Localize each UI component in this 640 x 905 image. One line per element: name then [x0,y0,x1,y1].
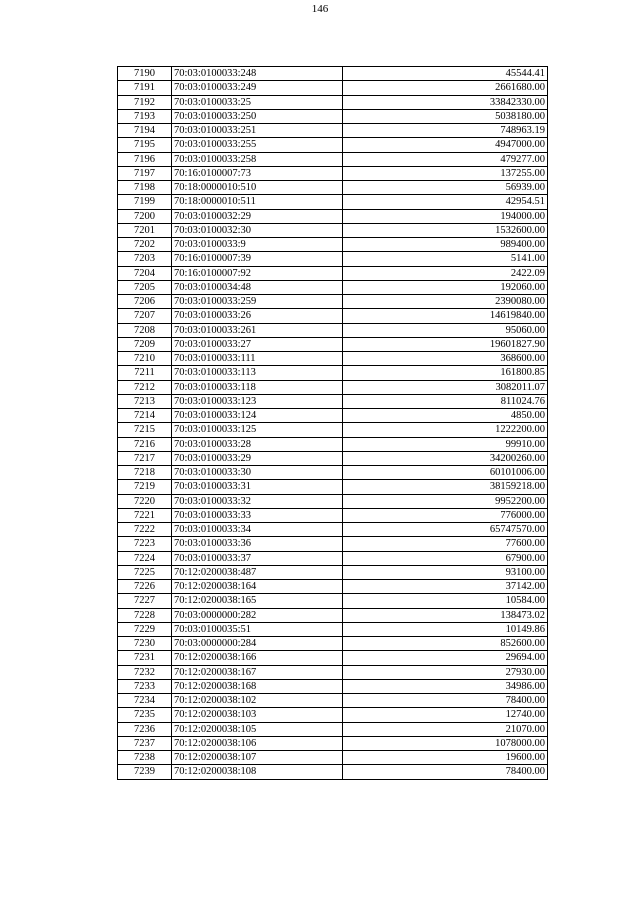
cadastral-value-cell: 37142.00 [343,580,548,594]
table-row [118,409,548,423]
cadastral-number-cell: 70:12:0200038:165 [172,594,343,608]
cadastral-value-cell: 77600.00 [343,537,548,551]
cadastral-value-cell: 95060.00 [343,323,548,337]
table-row [118,223,548,237]
row-number-cell: 7238 [118,751,172,765]
table-row [118,380,548,394]
table-row [118,736,548,750]
row-number-cell: 7198 [118,181,172,195]
cadastral-number-cell: 70:12:0200038:487 [172,565,343,579]
table-row [118,523,548,537]
table-row [118,494,548,508]
cadastral-value-cell: 138473.02 [343,608,548,622]
row-number-cell: 7232 [118,665,172,679]
row-number-cell: 7211 [118,366,172,380]
page-number: 146 [311,3,329,15]
cadastral-value-cell: 1222200.00 [343,423,548,437]
cadastral-value-cell: 137255.00 [343,166,548,180]
table-row [118,95,548,109]
cadastral-number-cell: 70:12:0200038:167 [172,665,343,679]
row-number-cell: 7221 [118,508,172,522]
cadastral-value-cell: 19601827.90 [343,337,548,351]
table-row [118,352,548,366]
cadastral-value-cell: 4947000.00 [343,138,548,152]
row-number-cell: 7207 [118,309,172,323]
row-number-cell: 7201 [118,223,172,237]
row-number-cell: 7233 [118,679,172,693]
cadastral-number-cell: 70:03:0100033:125 [172,423,343,437]
cadastral-number-cell: 70:03:0100033:37 [172,551,343,565]
table-row [118,565,548,579]
row-number-cell: 7229 [118,622,172,636]
cadastral-value-cell: 852600.00 [343,637,548,651]
cadastral-number-cell: 70:03:0100033:250 [172,109,343,123]
cadastral-value-cell: 93100.00 [343,565,548,579]
cadastral-value-cell: 34986.00 [343,679,548,693]
row-number-cell: 7216 [118,437,172,451]
row-number-cell: 7197 [118,166,172,180]
table-row [118,580,548,594]
cadastral-number-cell: 70:16:0100007:73 [172,166,343,180]
cadastral-value-table [117,66,548,780]
cadastral-value-cell: 194000.00 [343,209,548,223]
cadastral-number-cell: 70:03:0100033:251 [172,124,343,138]
cadastral-number-cell: 70:03:0100033:33 [172,508,343,522]
cadastral-number-cell: 70:03:0100033:118 [172,380,343,394]
row-number-cell: 7213 [118,394,172,408]
cadastral-value-cell: 27930.00 [343,665,548,679]
cadastral-number-cell: 70:03:0100032:29 [172,209,343,223]
row-number-cell: 7210 [118,352,172,366]
cadastral-number-cell: 70:03:0100033:28 [172,437,343,451]
table-row [118,81,548,95]
table-row [118,152,548,166]
row-number-cell: 7224 [118,551,172,565]
cadastral-value-cell: 748963.19 [343,124,548,138]
cadastral-number-cell: 70:12:0200038:105 [172,722,343,736]
cadastral-number-cell: 70:16:0100007:39 [172,252,343,266]
table-row [118,437,548,451]
row-number-cell: 7220 [118,494,172,508]
table-row [118,67,548,81]
cadastral-number-cell: 70:03:0100033:26 [172,309,343,323]
cadastral-value-cell: 99910.00 [343,437,548,451]
table-row [118,138,548,152]
table-row [118,366,548,380]
table-row [118,295,548,309]
table-body [118,67,548,780]
table-row [118,323,548,337]
row-number-cell: 7215 [118,423,172,437]
cadastral-number-cell: 70:12:0200038:102 [172,694,343,708]
cadastral-value-cell: 776000.00 [343,508,548,522]
table-row [118,195,548,209]
cadastral-number-cell: 70:03:0100033:36 [172,537,343,551]
row-number-cell: 7231 [118,651,172,665]
row-number-cell: 7194 [118,124,172,138]
row-number-cell: 7209 [118,337,172,351]
cadastral-number-cell: 70:12:0200038:103 [172,708,343,722]
row-number-cell: 7235 [118,708,172,722]
cadastral-value-cell: 4850.00 [343,409,548,423]
cadastral-value-cell: 38159218.00 [343,480,548,494]
row-number-cell: 7205 [118,280,172,294]
cadastral-value-cell: 1078000.00 [343,736,548,750]
table-row [118,751,548,765]
cadastral-number-cell: 70:03:0100033:32 [172,494,343,508]
row-number-cell: 7196 [118,152,172,166]
cadastral-number-cell: 70:03:0100033:27 [172,337,343,351]
cadastral-value-cell: 368600.00 [343,352,548,366]
cadastral-value-cell: 29694.00 [343,651,548,665]
cadastral-value-cell: 12740.00 [343,708,548,722]
row-number-cell: 7192 [118,95,172,109]
cadastral-value-cell: 67900.00 [343,551,548,565]
table-row [118,238,548,252]
table-row [118,637,548,651]
table-row [118,181,548,195]
cadastral-number-cell: 70:03:0100033:113 [172,366,343,380]
cadastral-number-cell: 70:03:0100033:124 [172,409,343,423]
cadastral-value-cell: 33842330.00 [343,95,548,109]
row-number-cell: 7212 [118,380,172,394]
row-number-cell: 7204 [118,266,172,280]
cadastral-value-cell: 60101006.00 [343,466,548,480]
cadastral-number-cell: 70:03:0100033:111 [172,352,343,366]
table-row [118,337,548,351]
table-row [118,594,548,608]
cadastral-number-cell: 70:12:0200038:108 [172,765,343,779]
row-number-cell: 7199 [118,195,172,209]
row-number-cell: 7217 [118,451,172,465]
row-number-cell: 7226 [118,580,172,594]
row-number-cell: 7227 [118,594,172,608]
cadastral-value-cell: 45544.41 [343,67,548,81]
cadastral-number-cell: 70:03:0100033:25 [172,95,343,109]
cadastral-number-cell: 70:03:0000000:282 [172,608,343,622]
cadastral-number-cell: 70:03:0100034:48 [172,280,343,294]
row-number-cell: 7191 [118,81,172,95]
cadastral-number-cell: 70:12:0200038:107 [172,751,343,765]
cadastral-value-cell: 3082011.07 [343,380,548,394]
table-row [118,124,548,138]
table-row [118,694,548,708]
row-number-cell: 7230 [118,637,172,651]
cadastral-value-cell: 811024.76 [343,394,548,408]
cadastral-number-cell: 70:03:0100033:31 [172,480,343,494]
table-row [118,466,548,480]
row-number-cell: 7239 [118,765,172,779]
cadastral-number-cell: 70:18:0000010:510 [172,181,343,195]
cadastral-value-cell: 989400.00 [343,238,548,252]
row-number-cell: 7214 [118,409,172,423]
cadastral-number-cell: 70:03:0100033:29 [172,451,343,465]
table-row [118,679,548,693]
cadastral-number-cell: 70:03:0100033:258 [172,152,343,166]
cadastral-number-cell: 70:12:0200038:168 [172,679,343,693]
table-row [118,551,548,565]
cadastral-number-cell: 70:03:0100035:51 [172,622,343,636]
cadastral-number-cell: 70:03:0100033:34 [172,523,343,537]
row-number-cell: 7237 [118,736,172,750]
row-number-cell: 7206 [118,295,172,309]
table-row [118,765,548,779]
table-row [118,708,548,722]
row-number-cell: 7218 [118,466,172,480]
table-row [118,651,548,665]
cadastral-value-cell: 5038180.00 [343,109,548,123]
cadastral-value-cell: 161800.85 [343,366,548,380]
cadastral-value-cell: 34200260.00 [343,451,548,465]
table-row [118,309,548,323]
row-number-cell: 7236 [118,722,172,736]
table-row [118,537,548,551]
cadastral-number-cell: 70:03:0100033:9 [172,238,343,252]
cadastral-number-cell: 70:12:0200038:106 [172,736,343,750]
row-number-cell: 7200 [118,209,172,223]
cadastral-number-cell: 70:12:0200038:166 [172,651,343,665]
table-row [118,608,548,622]
cadastral-value-cell: 65747570.00 [343,523,548,537]
table-row [118,622,548,636]
cadastral-value-cell: 10149.86 [343,622,548,636]
cadastral-value-cell: 479277.00 [343,152,548,166]
cadastral-value-cell: 9952200.00 [343,494,548,508]
table-row [118,252,548,266]
cadastral-value-cell: 192060.00 [343,280,548,294]
table-row [118,508,548,522]
cadastral-value-cell: 42954.51 [343,195,548,209]
table-row [118,280,548,294]
cadastral-number-cell: 70:03:0100033:255 [172,138,343,152]
table-row [118,109,548,123]
cadastral-value-cell: 21070.00 [343,722,548,736]
cadastral-number-cell: 70:18:0000010:511 [172,195,343,209]
cadastral-number-cell: 70:03:0100033:261 [172,323,343,337]
cadastral-number-cell: 70:03:0100033:259 [172,295,343,309]
cadastral-value-cell: 19600.00 [343,751,548,765]
cadastral-number-cell: 70:12:0200038:164 [172,580,343,594]
row-number-cell: 7190 [118,67,172,81]
cadastral-number-cell: 70:16:0100007:92 [172,266,343,280]
row-number-cell: 7228 [118,608,172,622]
cadastral-value-cell: 14619840.00 [343,309,548,323]
cadastral-value-cell: 1532600.00 [343,223,548,237]
row-number-cell: 7222 [118,523,172,537]
cadastral-number-cell: 70:03:0000000:284 [172,637,343,651]
row-number-cell: 7202 [118,238,172,252]
cadastral-value-cell: 2422.09 [343,266,548,280]
row-number-cell: 7208 [118,323,172,337]
row-number-cell: 7234 [118,694,172,708]
table-row [118,166,548,180]
table-row [118,394,548,408]
cadastral-value-cell: 2661680.00 [343,81,548,95]
table-row [118,209,548,223]
row-number-cell: 7193 [118,109,172,123]
row-number-cell: 7195 [118,138,172,152]
table-row [118,480,548,494]
row-number-cell: 7219 [118,480,172,494]
cadastral-number-cell: 70:03:0100033:123 [172,394,343,408]
cadastral-value-cell: 78400.00 [343,765,548,779]
table-row [118,423,548,437]
cadastral-number-cell: 70:03:0100033:248 [172,67,343,81]
cadastral-number-cell: 70:03:0100033:30 [172,466,343,480]
cadastral-value-cell: 2390080.00 [343,295,548,309]
table-row [118,451,548,465]
cadastral-value-cell: 56939.00 [343,181,548,195]
table-row [118,266,548,280]
row-number-cell: 7203 [118,252,172,266]
cadastral-value-cell: 10584.00 [343,594,548,608]
cadastral-value-cell: 5141.00 [343,252,548,266]
cadastral-number-cell: 70:03:0100032:30 [172,223,343,237]
cadastral-number-cell: 70:03:0100033:249 [172,81,343,95]
row-number-cell: 7225 [118,565,172,579]
cadastral-value-cell: 78400.00 [343,694,548,708]
row-number-cell: 7223 [118,537,172,551]
table-row [118,665,548,679]
table-row [118,722,548,736]
